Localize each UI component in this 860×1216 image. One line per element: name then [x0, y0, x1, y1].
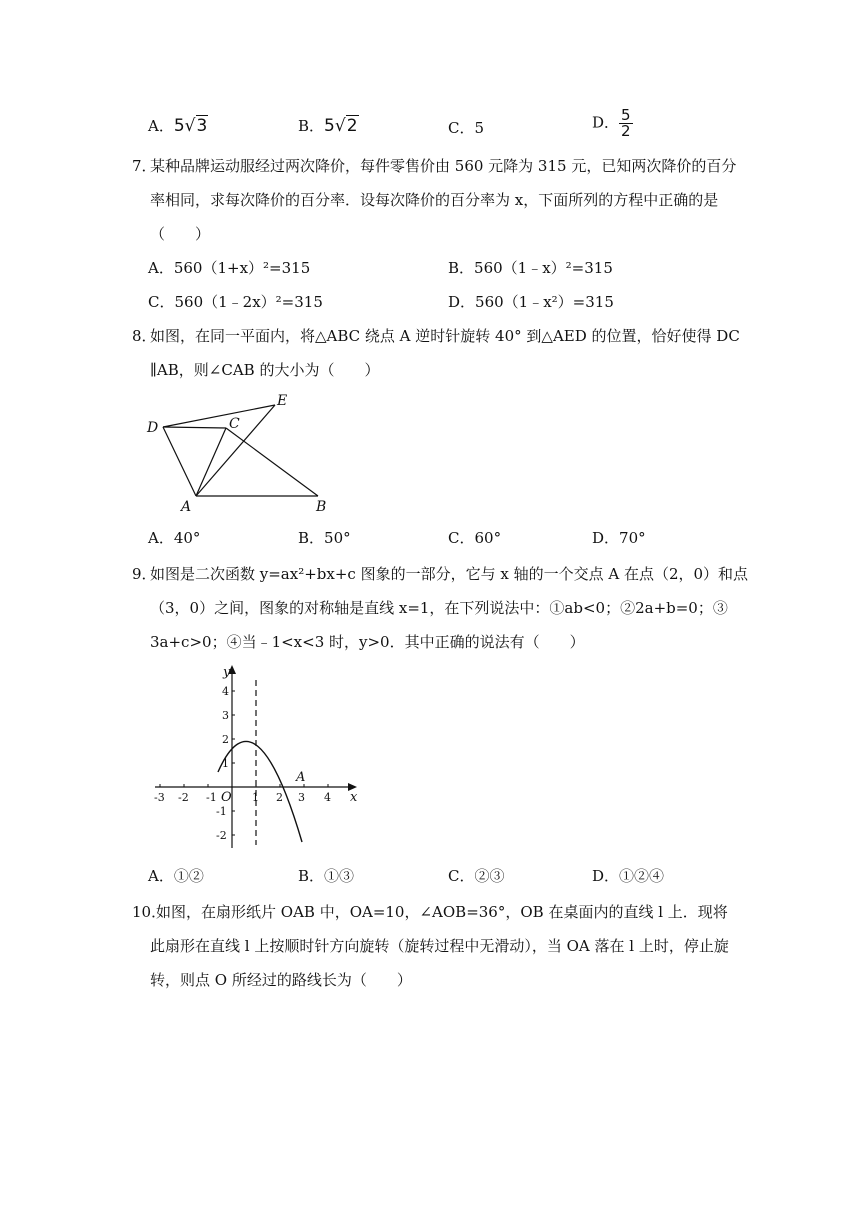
q9-x-tick-label: -1: [206, 791, 217, 804]
q8-option-a: A．40°: [148, 529, 201, 547]
q6-option-c-value: 5: [474, 119, 485, 137]
q9-x-tick-label: -3: [154, 791, 165, 804]
q6-option-d-numerator: 5: [621, 106, 631, 124]
q9-y-tick-label: 2: [222, 733, 229, 746]
q6-option-d-denominator: 2: [621, 122, 631, 140]
q8-option-b: B．50°: [298, 529, 351, 547]
q6-option-d-fraction: [619, 108, 633, 139]
q7-line-2: 率相同，求每次降价的百分率．设每次降价的百分率为 x，下面所列的方程中正确的是: [150, 191, 719, 209]
q9-x-tick-label: 4: [324, 791, 331, 804]
q6-option-a-value: 5√3: [173, 116, 208, 136]
q9-line-3: 3a+c>0；④当﹣1<x<3 时，y>0．其中正确的说法有（ ）: [150, 633, 585, 651]
q9-option-c: C．②③: [448, 867, 505, 885]
q10-line-2: 此扇形在直线 l 上按顺时针方向旋转（旋转过程中无滑动），当 OA 落在 l 上时，停止旋: [150, 937, 729, 955]
q6-option-a-radicand: 3: [196, 116, 208, 136]
q6-option-a: [148, 116, 208, 136]
q6-option-b: [298, 116, 359, 136]
q10-line-3: 转，则点 O 所经过的路线长为（ ）: [150, 971, 412, 989]
q9-y-tick-label: 1: [222, 757, 229, 770]
q7-option-c: C．560（1﹣2x）²=315: [148, 293, 323, 311]
q8-number: 8．: [132, 327, 157, 345]
q6-option-b-radicand: 2: [346, 116, 358, 136]
q10-line-1: 如图，在扇形纸片 OAB 中，OA=10，∠AOB=36°，OB 在桌面内的直线 l 上．现将: [156, 903, 728, 921]
q8-label-e: E: [277, 393, 288, 409]
q6-option-b-value: 5√2: [324, 116, 358, 136]
q8-segment-cb: [226, 428, 318, 496]
q7-line-1: 某种品牌运动服经过两次降价，每件零售价由 560 元降为 315 元，已知两次降价的百分: [150, 157, 737, 175]
q8-segment-ac: [196, 428, 226, 496]
q9-y-tick-label: 4: [222, 685, 229, 698]
q6-option-a-coef: 5: [173, 116, 185, 136]
q6-option-a-label: A．: [148, 117, 174, 135]
q6-option-c: [448, 118, 484, 138]
q9-line-1: 如图是二次函数 y=ax²+bx+c 图象的一部分，它与 x 轴的一个交点 A 在点（2，0）和点: [150, 565, 749, 583]
q8-line-1: 如图，在同一平面内，将△ABC 绕点 A 逆时针旋转 40° 到△AED 的位置，恰好使得 DC: [150, 327, 740, 345]
q9-graph: [150, 660, 365, 850]
q6-option-d: [592, 108, 633, 139]
q8-line-2: ∥AB，则∠CAB 的大小为（ ）: [150, 361, 380, 379]
q9-option-a: A．①②: [148, 867, 204, 885]
q9-y-tick-label: -1: [216, 805, 227, 818]
q9-x-tick-label: 2: [276, 791, 283, 804]
q9-line-2: （3，0）之间，图象的对称轴是直线 x=1，在下列说法中：①ab<0；②2a+b=0；③: [150, 599, 728, 617]
q10-number: 10．: [132, 903, 167, 921]
q9-x-axis-label: x: [350, 790, 358, 805]
q8-segment-da: [163, 427, 196, 496]
q8-label-b: B: [316, 499, 327, 515]
q7-option-a: A．560（1+x）²=315: [148, 259, 311, 277]
q9-origin-label: O: [221, 790, 232, 805]
q9-x-tick-label: 1: [252, 791, 259, 804]
q6-option-d-label: D．: [592, 113, 620, 132]
q7-option-d: D．560（1﹣x²）=315: [448, 293, 614, 311]
q9-y-tick-label: 3: [222, 709, 229, 722]
q8-label-d: D: [147, 420, 159, 436]
q8-label-a: A: [181, 499, 192, 515]
q8-label-c: C: [229, 416, 240, 432]
q9-y-tick-label: -2: [216, 829, 227, 842]
q9-point-a-label: A: [296, 770, 306, 785]
q7-option-b: B．560（1﹣x）²=315: [448, 259, 613, 277]
q8-option-c: C．60°: [448, 529, 502, 547]
q8-segment-dc: [163, 427, 226, 428]
q6-option-b-coef: 5: [324, 116, 335, 136]
q7-line-3: （ ）: [150, 225, 211, 243]
q9-number: 9．: [132, 565, 157, 583]
q9-y-axis-label: y: [223, 665, 231, 680]
q7-number: 7．: [132, 157, 157, 175]
q6-option-c-label: C．: [448, 119, 475, 137]
q9-x-tick-label: -2: [178, 791, 189, 804]
q8-figure: [140, 390, 340, 515]
q9-option-d: D．①②④: [592, 867, 665, 885]
q8-option-d: D．70°: [592, 529, 646, 547]
q6-option-b-label: B．: [298, 117, 325, 135]
q9-x-tick-label: 3: [298, 791, 305, 804]
q9-option-b: B．①③: [298, 867, 355, 885]
